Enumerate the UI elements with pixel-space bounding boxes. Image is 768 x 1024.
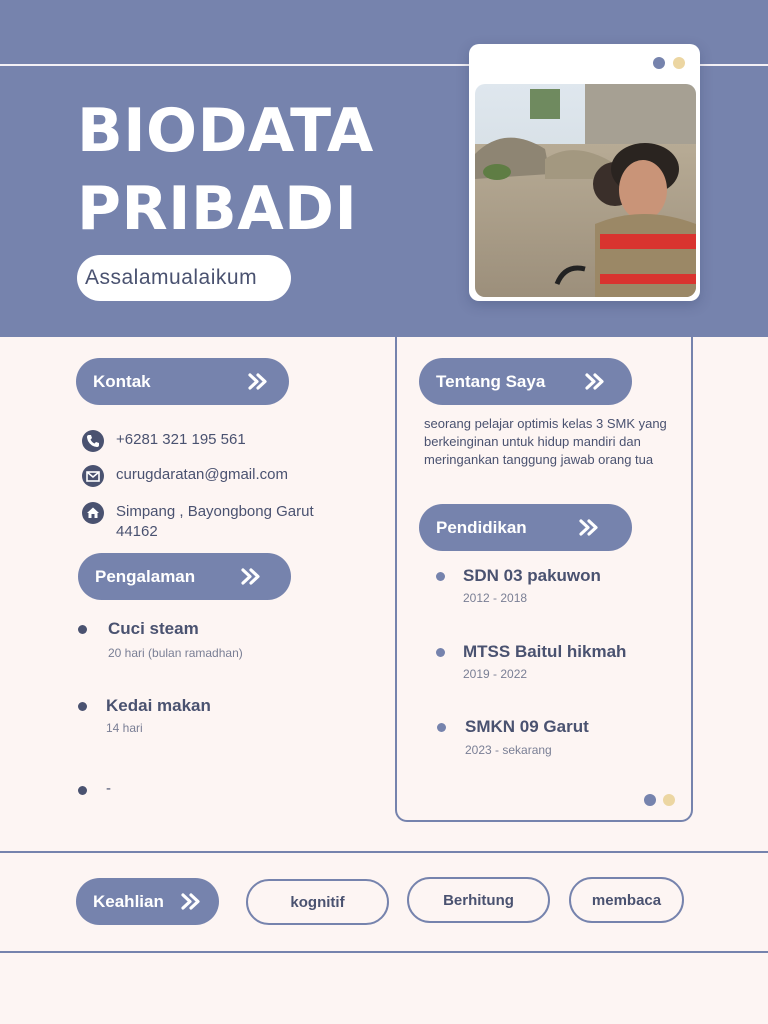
experience-title: -: [106, 780, 111, 797]
contact-address: [116, 502, 314, 542]
tentang-saya-label: Tentang Saya: [436, 372, 546, 391]
education-bullet: [437, 723, 446, 732]
experience-title: Cuci steam: [108, 619, 199, 638]
skills-top-divider: [0, 851, 768, 853]
contact-address-row: [82, 502, 362, 546]
home-icon: [82, 502, 104, 524]
experience-bullet: [78, 625, 87, 634]
education-bullet: [436, 572, 445, 581]
chevron-right-icon: [579, 519, 599, 536]
address-line-1: Simpang , Bayongbong Garut: [116, 503, 314, 520]
contact-phone-row: [82, 430, 362, 454]
greeting-badge: Assalamualaikum: [77, 255, 291, 301]
education-years: 2023 - sekarang: [465, 743, 552, 757]
experience-detail: 14 hari: [106, 721, 143, 735]
pengalaman-section-header: [78, 553, 291, 600]
profile-photo-card: [469, 44, 700, 301]
skill-badge: kognitif: [246, 879, 389, 925]
kontak-label: Kontak: [93, 372, 151, 391]
chevron-right-icon: [241, 568, 261, 585]
title-line-1: BIODATA: [77, 96, 374, 166]
experience-title: Kedai makan: [106, 696, 211, 715]
panel-decor-dot-blue: [644, 794, 656, 806]
email-icon: [82, 465, 104, 487]
chevron-right-icon: [248, 373, 268, 390]
tentang-saya-section-header: [419, 358, 632, 405]
pendidikan-section-header: [419, 504, 632, 551]
chevron-right-icon: [585, 373, 605, 390]
experience-detail: 20 hari (bulan ramadhan): [108, 646, 243, 660]
education-school: SDN 03 pakuwon: [463, 566, 601, 585]
about-text: seorang pelajar optimis kelas 3 SMK yang berkeinginan untuk hidup mandiri dan meringankan tanggung jawab orang tua: [424, 416, 667, 467]
pengalaman-label: Pengalaman: [95, 567, 196, 586]
education-bullet: [436, 648, 445, 657]
experience-bullet: [78, 702, 87, 711]
contact-phone: +6281 321 195 561: [116, 431, 246, 448]
education-school: SMKN 09 Garut: [465, 717, 589, 736]
skills-bottom-divider: [0, 951, 768, 953]
experience-bullet: [78, 786, 87, 795]
skill-badge: Berhitung: [407, 877, 550, 923]
decor-dot-blue: [653, 57, 665, 69]
education-years: 2019 - 2022: [463, 667, 528, 681]
pendidikan-label: Pendidikan: [436, 518, 527, 537]
address-line-2: 44162: [116, 523, 158, 540]
kontak-section-header: [76, 358, 289, 405]
title-line-2: PRIBADI: [77, 174, 358, 244]
panel-decor-dot-yellow: [663, 794, 675, 806]
keahlian-label: Keahlian: [93, 892, 164, 911]
profile-photo: [475, 84, 696, 297]
phone-icon: [82, 430, 104, 452]
contact-email: curugdaratan@gmail.com: [116, 466, 288, 483]
page-title: [77, 92, 374, 248]
education-years: 2012 - 2018: [463, 591, 528, 605]
chevron-right-icon: [181, 893, 201, 910]
education-school: MTSS Baitul hikmah: [463, 642, 627, 661]
contact-email-row: [82, 465, 362, 489]
decor-dot-yellow: [673, 57, 685, 69]
skill-badge: membaca: [569, 877, 684, 923]
keahlian-section-header: [76, 878, 219, 925]
